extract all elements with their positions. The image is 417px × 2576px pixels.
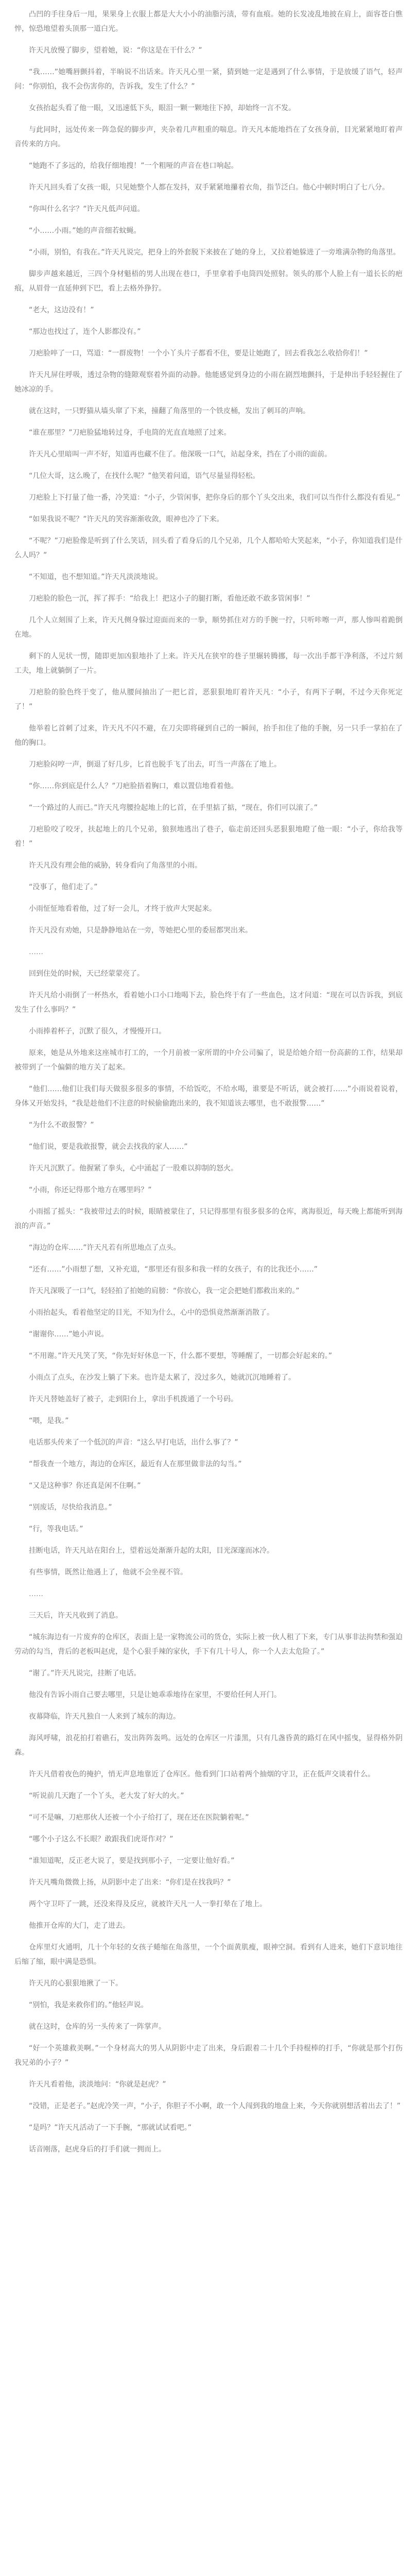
article-body-part-3 xyxy=(14,1608,403,2157)
paragraph: 小雨点了点头，在沙发上躺了下来。也许是太累了，没过多久，她就沉沉地睡着了。 xyxy=(29,1374,296,1382)
paragraph: “海边的仓库……”许天凡若有所思地点了点头。 xyxy=(29,1244,181,1252)
paragraph: “没错，正是老子。”赵虎冷笑一声，“小子，你胆子不小啊，敢一个人闯到我的地盘上来，今天你就别想活着出去了！” xyxy=(29,2102,401,2110)
paragraph: “几位大哥，这么晚了，在找什么呢？”他笑着问道，语气尽量显得轻松。 xyxy=(29,472,260,480)
paragraph: 许天凡给小雨倒了一杯热水，看着她小口小口地喝下去，脸色终于有了一些血色，这才问道：“现在可以告诉我，到底发生了什么事吗？” xyxy=(14,991,403,1014)
paragraph: 刀疤脸咬了咬牙，扶起地上的几个兄弟，狼狈地逃出了巷子，临走前还回头恶狠狠地瞪了他一眼：“小子，你给我等着！” xyxy=(14,825,403,848)
paragraph: 许天凡沉默了。他握紧了拳头，心中涌起了一股难以抑制的怒火。 xyxy=(29,1164,238,1173)
paragraph: “他们……他们让我们每天做很多很多的事情，不给饭吃，不给水喝，谁要是不听话，就会被打……”小雨说着说着，身体又开始发抖，“我是趁他们不注意的时候偷偷跑出来的，我不知道该去哪里，也不敢报警……” xyxy=(14,1085,403,1108)
paragraph: “又是这种事？你还真是闲不住啊。” xyxy=(29,1482,141,1490)
paragraph: 就在这时，一只野猫从墙头窜了下来，撞翻了角落里的一个铁皮桶，发出了刺耳的声响。 xyxy=(29,407,310,415)
paragraph: “还有……”小雨想了想，又补充道，“那里还有很多和我一样的女孩子，有的比我还小……” xyxy=(29,1265,318,1274)
paragraph: “听说前几天跑了一个丫头，老大发了好大的火。” xyxy=(29,1792,184,1800)
paragraph: “他们说，要是我敢报警，就会去找我的家人……” xyxy=(29,1143,188,1151)
paragraph: “可不是嘛，刀疤那伙人还被一个小子给打了，现在还在医院躺着呢。” xyxy=(29,1814,249,1822)
paragraph: “小……小雨。”她的声音细若蚊蝇。 xyxy=(29,227,141,235)
paragraph: 回到住处的时候，天已经蒙蒙亮了。 xyxy=(29,970,144,978)
paragraph: 脚步声越来越近，三四个身材魁梧的男人出现在巷口，手里拿着手电筒四处照射。领头的那个人脸上有一道长长的疤痕，从眉骨一直延伸到下巴，看上去格外狰狞。 xyxy=(14,270,403,293)
paragraph: 就在这时，仓库的另一头传来了一阵掌声。 xyxy=(29,2023,166,2031)
paragraph: 三天后，许天凡收到了消息。 xyxy=(29,1612,123,1620)
paragraph: “城东海边有一片废弃的仓库区，表面上是一家物流公司的货仓，实际上被一伙人租了下来，专门从事非法拘禁和强迫劳动的勾当，背后的老板叫赵虎，是个心狠手辣的家伙，手下有几十号人，你一个人去太危险了。” xyxy=(14,1633,403,1656)
paragraph: 仓库里灯火通明，几十个年轻的女孩子蜷缩在角落里，一个个面黄肌瘦，眼神空洞。看到有人进来，她们下意识地往后缩了缩，眼中满是恐惧。 xyxy=(14,1943,403,1966)
paragraph: “小雨，别怕，有我在。”许天凡说完，把身上的外套脱下来披在了她的身上，又拉着她躲进了一旁堆满杂物的角落里。 xyxy=(29,248,401,257)
paragraph: “她跑不了多远的，给我仔细地搜！”一个粗哑的声音在巷口响起。 xyxy=(29,162,238,170)
paragraph: 刀疤脸啐了一口，骂道：“一群废物！一个小丫头片子都看不住，要是让她跑了，回去看我怎么收拾你们！” xyxy=(29,349,368,358)
section-separator: …… xyxy=(29,948,43,956)
paragraph: 剩下的人见状一愣，随即更加凶狠地扑了上来。许天凡在狭窄的巷子里辗转腾挪，每一次出手都干净利落，不过片刻工夫，地上就躺倒了一片。 xyxy=(14,652,403,675)
article-body xyxy=(14,7,403,959)
paragraph: 有些事情，既然让他遇上了，他就不会坐视不管。 xyxy=(29,1568,187,1577)
paragraph: 原来，她是从外地来这座城市打工的，一个月前被一家所谓的中介公司骗了，说是给她介绍一份高薪的工作，结果却被带到了一个偏僻的地方关了起来。 xyxy=(14,1049,403,1072)
paragraph: “谢了。”许天凡说完，挂断了电话。 xyxy=(29,1669,141,1677)
paragraph: 他推开仓库的大门，走了进去。 xyxy=(29,1922,130,1930)
paragraph: 海风呼啸，浪花拍打着礁石，发出阵阵轰鸣。远处的仓库区一片漆黑，只有几盏昏黄的路灯在风中摇曳，显得格外阴森。 xyxy=(14,1734,403,1757)
paragraph: 许天凡心里暗叫一声不好，知道再也藏不住了。他深吸一口气，站起身来，挡在了小雨的面前。 xyxy=(29,450,332,459)
paragraph: 许天凡没有劝她，只是静静地站在一旁，等她把心里的委屈都哭出来。 xyxy=(29,926,252,935)
paragraph: 小雨抬起头，看着他坚定的目光，不知为什么，心中的恐惧竟然渐渐消散了。 xyxy=(29,1309,274,1317)
paragraph: 刀疤脸闷哼一声，倒退了好几步，匕首也脱手飞了出去，叮当一声落在了地上。 xyxy=(29,760,281,769)
paragraph: “你叫什么名字？”许天凡低声问道。 xyxy=(29,205,145,213)
paragraph: “帮我查一个地方，海边的仓库区，最近有人在那里做非法的勾当。” xyxy=(29,1460,242,1468)
paragraph: 话音刚落，赵虎身后的打手们就一拥而上。 xyxy=(29,2145,166,2154)
paragraph: 许天凡放慢了脚步，望着她，说：“你这是在干什么？” xyxy=(29,46,202,55)
paragraph: “哪个小子这么不长眼？敢跟我们虎哥作对？” xyxy=(29,1835,173,1843)
paragraph: 小雨摇了摇头：“我被带过去的时候，眼睛被蒙住了，只记得那里有很多很多的仓库，离海很近，每天晚上都能听到海浪的声音。” xyxy=(14,1208,403,1230)
paragraph: “如果我说不呢？”许天凡的笑容渐渐收敛，眼神也冷了下来。 xyxy=(29,515,224,523)
paragraph: “没事了，他们走了。” xyxy=(29,883,98,891)
paragraph: “不知道，也不想知道。”许天凡淡淡地说。 xyxy=(29,573,163,581)
paragraph: 许天凡屏住呼吸，透过杂物的缝隙观察着外面的动静。他能感觉到身边的小雨在剧烈地颤抖，于是伸出手轻轻握住了她冰凉的手。 xyxy=(14,371,403,394)
paragraph: 小雨捧着杯子，沉默了很久，才慢慢开口。 xyxy=(29,1027,166,1036)
paragraph: 许天凡深吸了一口气，轻轻拍了拍她的肩膀：“你放心，我一定会把她们都救出来的。” xyxy=(29,1287,300,1295)
paragraph: 他举着匕首刺了过来，许天凡不闪不避，在刀尖即将碰到自己的一瞬间，抬手扣住了他的手腕，另一只手一掌拍在了他的胸口。 xyxy=(14,724,403,747)
paragraph: 许天凡嘴角微微上扬，从阴影中走了出来：“你们是在找我吗？” xyxy=(29,1878,231,1887)
paragraph: “小雨，你还记得那个地方在哪里吗？” xyxy=(29,1186,152,1194)
paragraph: “不呢？”刀疤脸像是听到了什么笑话，回头看了看身后的几个兄弟，几个人都哈哈大笑起来，“小子，你知道我们是什么人吗？” xyxy=(14,537,403,560)
paragraph: 许天凡的心狠狠地揪了一下。 xyxy=(29,1979,123,1988)
paragraph: 夜幕降临，许天凡独自一人来到了城东的海边。 xyxy=(29,1713,180,1721)
paragraph: “你……你到底是什么人？”刀疤脸捂着胸口，难以置信地看着他。 xyxy=(29,782,238,790)
paragraph: “行，等我电话。” xyxy=(29,1525,83,1533)
paragraph: “别怕，我是来救你们的。”他轻声说。 xyxy=(29,2001,148,2009)
paragraph: 小雨怔怔地看着他，过了好一会儿，才终于放声大哭起来。 xyxy=(29,905,216,913)
paragraph: 两个守卫吓了一跳，还没来得及反应，就被许天凡一人一拳打晕在了地上。 xyxy=(29,1900,267,1908)
paragraph: “谁知道呢，反正老大说了，要是找到那小子，一定要让他好看。” xyxy=(29,1857,235,1865)
paragraph: 电话那头传来了一个低沉的声音：“这么早打电话，出什么事了？” xyxy=(29,1438,238,1447)
paragraph: “不用谢。”许天凡笑了笑，“你先好好休息一下，什么都不要想，等睡醒了，一切都会好起来的。” xyxy=(29,1352,333,1360)
paragraph: “为什么不敢报警？” xyxy=(29,1121,94,1129)
paragraph: “别废话，尽快给我消息。” xyxy=(29,1503,112,1512)
paragraph: “一个路过的人而已。”许天凡弯腰捡起地上的匕首，在手里掂了掂，“现在，你们可以滚了。” xyxy=(29,804,318,812)
paragraph: “谢谢你……”她小声说。 xyxy=(29,1330,109,1338)
paragraph: “喂，是我。” xyxy=(29,1417,69,1425)
paragraph: 许天凡没有理会他的威胁，转身看向了角落里的小雨。 xyxy=(29,861,202,870)
paragraph: 刀疤脸的脸色一沉，挥了挥手：“给我上！把这小子的腿打断，看他还敢不敢多管闲事！” xyxy=(29,595,310,603)
article-body-part-2 xyxy=(14,967,403,1601)
paragraph: 许天凡借着夜色的掩护，悄无声息地靠近了仓库区。他看到门口站着两个抽烟的守卫，正在低声交谈着什么。 xyxy=(29,1770,375,1778)
paragraph: 刀疤脸上下打量了他一番，冷笑道：“小子，少管闲事，把你身后的那个丫头交出来，我们可以当作什么都没有看见。” xyxy=(29,494,401,502)
paragraph: 与此同时，远处传来一阵急促的脚步声，夹杂着几声粗重的喘息。许天凡本能地挡在了女孩身前，目光紧紧地盯着声音传来的方向。 xyxy=(14,126,403,148)
paragraph: “那边也找过了，连个人影都没有。” xyxy=(29,328,141,336)
paragraph: “好一个英雄救美啊。”一个身材高大的男人从阴影中走了出来，身后跟着二十几个手持棍棒的打手，“你就是那个打伤我兄弟的小子？” xyxy=(14,2044,403,2067)
paragraph: 许天凡回头看了女孩一眼，只见她整个人都在发抖，双手紧紧地攥着衣角，指节泛白。他心中顿时明白了七八分。 xyxy=(29,183,389,192)
paragraph: “老大，这边没有！” xyxy=(29,306,94,314)
paragraph: 挂断电话，许天凡站在阳台上，望着远处渐渐升起的太阳，目光深邃而冰冷。 xyxy=(29,1547,274,1555)
section-separator: …… xyxy=(29,1590,43,1598)
paragraph: “是吗？”许天凡活动了一下手腕，“那就试试看吧。” xyxy=(29,2124,192,2132)
paragraph: 许天凡看着他，淡淡地问：“你就是赵虎？” xyxy=(29,2080,166,2089)
paragraph: 他没有告诉小雨自己要去哪里，只是让她乖乖地待在家里，不要给任何人开门。 xyxy=(29,1691,281,1699)
paragraph: “谁在那里？”刀疤脸猛地转过身，手电筒的光直直地照了过来。 xyxy=(29,429,231,437)
paragraph: 刀疤脸的脸色终于变了，他从腰间抽出了一把匕首，恶狠狠地盯着许天凡：“小子，有两下子啊，不过今天你死定了！” xyxy=(14,688,403,711)
paragraph: 许天凡替她盖好了被子，走到阳台上，拿出手机拨通了一个号码。 xyxy=(29,1395,238,1403)
paragraph: 女孩抬起头看了他一眼，又迅速低下头，眼泪一颗一颗地往下掉，却始终一言不发。 xyxy=(29,104,296,112)
paragraph: 几个人立刻围了上来，许天凡侧身躲过迎面而来的一拳，顺势抓住对方的手腕一拧，只听咔嚓一声，那人惨叫着跪倒在地。 xyxy=(14,616,403,639)
paragraph: “我……”她嘴唇颤抖着，半晌说不出话来。许天凡心里一紧，猜到她一定是遇到了什么事情，于是放缓了语气，轻声问：“你别怕，我不会伤害你的，告诉我，发生了什么？” xyxy=(14,68,403,91)
paragraph: 凸凹的手往身后一甩，果果身上衣服上都是大大小小的油脂污渍，带有血痕。她的长发凌乱地披在肩上，面容苍白憔悴，惊恐地望着头顶那一道白光。 xyxy=(14,10,403,33)
